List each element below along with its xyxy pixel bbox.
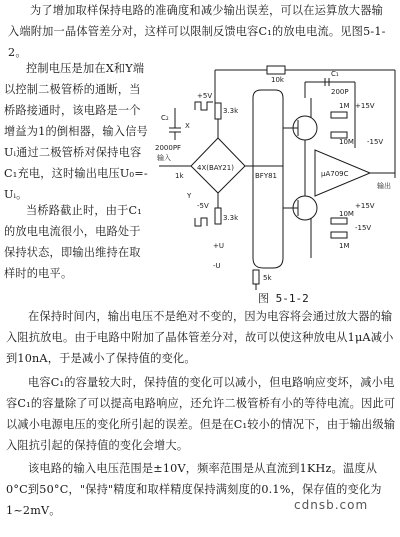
label-opamp: μA709C bbox=[321, 170, 349, 178]
label-r-1m-a: 1M bbox=[339, 102, 350, 110]
figure-caption: 图 5-1-2 bbox=[258, 292, 309, 305]
label-input: 输入 bbox=[157, 154, 171, 162]
label-plus15-b: +15V bbox=[355, 202, 375, 210]
label-minus-u: -U bbox=[213, 262, 221, 270]
label-plus15-a: +15V bbox=[355, 102, 375, 110]
schematic-drawing bbox=[155, 58, 400, 290]
label-plus-u: +U bbox=[213, 242, 224, 250]
label-y: Y bbox=[187, 192, 192, 200]
left-column-paragraph-1: 控制电压是加在X和Y端以控制二极管桥的通断，当桥路接通时，该电路是一个增益为1的倒相器，输入信号Uᵢ通过二极管桥对保持电容C₁充电，这时输出电压U₀=-Uᵢ。 bbox=[4, 62, 148, 201]
label-c1: C₁ bbox=[331, 70, 339, 78]
label-c2-value: 2000PF bbox=[155, 144, 182, 152]
label-bridge: 4X(BAY21) bbox=[197, 164, 234, 172]
label-minus15-a: -15V bbox=[367, 138, 384, 146]
label-r-5k: 5k bbox=[263, 274, 272, 282]
label-r-1k: 1k bbox=[175, 172, 184, 180]
watermark: cdnsb.com bbox=[294, 498, 369, 512]
label-r-top: 10k bbox=[271, 76, 284, 84]
body-paragraph-2: 电容C₁的容量较大时，保持值的变化可以减小，但电路响应变坏，减小电容C₁的容量除了可以提高电路响应，还允许二极管桥有小的等待电流。因此可以减小电源电压的变化所引起的误差。但是在C₁较小的情况下，由于输出级输入阻抗引起的保持值的变化会增大。 bbox=[6, 376, 396, 452]
intro-paragraph: 为了增加取样保持电路的准确度和减少输出误差，可以在运算放大器输入端附加一晶体管差分对，这样可以限制反馈电容C₁的放电电流。见图5-1-2。 bbox=[8, 4, 386, 59]
label-plus5v: +5V bbox=[197, 92, 213, 100]
label-r-10m: 10M bbox=[339, 138, 354, 146]
circuit-schematic bbox=[155, 58, 400, 290]
label-c2: C₂ bbox=[161, 114, 169, 122]
label-output: 输出 bbox=[377, 182, 391, 190]
body-paragraph-1: 在保持时间内，输出电压不是绝对不变的，因为电容将会通过放大器的输入阻抗放电。由于电路中附加了晶体管差分对，故可以使这种放电从1μA减小到10nA，于是减小了保持值的变化。 bbox=[6, 310, 394, 365]
label-r-3k3-b: 3.3k bbox=[223, 214, 239, 222]
body-paragraph-3: 该电路的输入电压范围是±10V，频率范围是从直流到1KHz。温度从0°C到50°C，"保持"精度和取样精度保持满刻度的0.1%，保存值的变化为1~2mV。 bbox=[6, 462, 382, 517]
label-r-10m-b: 10M bbox=[339, 210, 354, 218]
left-column-paragraph-2: 当桥路截止时，由于C₁的放电电流很小，电路处于保持状态，即输出维持在取样时的电平。 bbox=[4, 204, 142, 280]
label-transistor: BFY81 bbox=[255, 172, 278, 180]
label-c1-value: 200P bbox=[331, 88, 349, 96]
label-minus15-b: -15V bbox=[355, 224, 372, 232]
label-r-3k3-a: 3.3k bbox=[223, 107, 239, 115]
label-x: X bbox=[185, 122, 190, 130]
label-minus5v: -5V bbox=[197, 202, 209, 210]
label-r-1m-b: 1M bbox=[339, 242, 350, 250]
